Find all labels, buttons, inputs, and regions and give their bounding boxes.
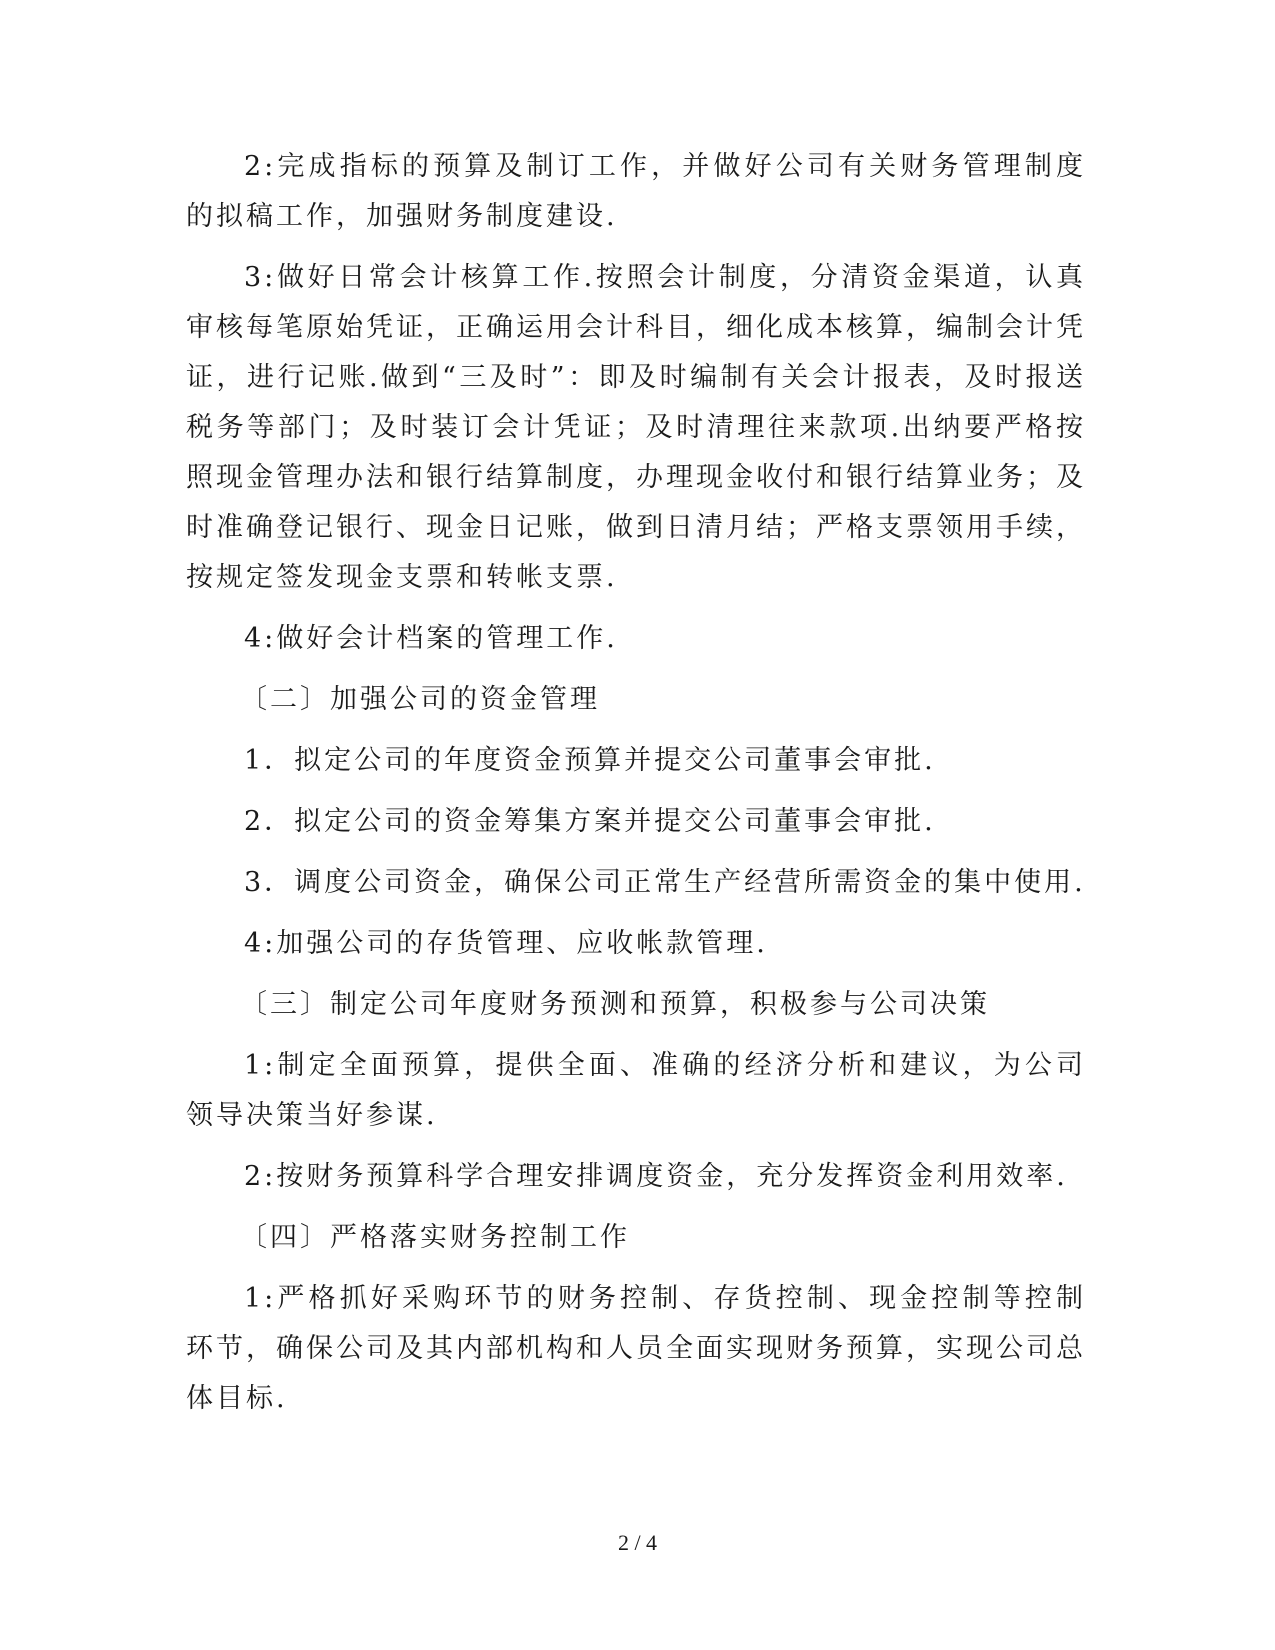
paragraph-budget-1: 1:制定全面预算，提供全面、准确的经济分析和建议，为公司领导决策当好参谋.: [186, 1050, 1086, 1131]
paragraph-fund-3: 3．调度公司资金，确保公司正常生产经营所需资金的集中使用.: [244, 867, 1086, 898]
section-heading-3: 〔三〕制定公司年度财务预测和预算，积极参与公司决策: [240, 989, 990, 1020]
document-body: [186, 142, 1086, 1435]
paragraph-control-1: 1:严格抓好采购环节的财务控制、存货控制、现金控制等控制环节，确保公司及其内部机构和人员全面实现财务预算，实现公司总体目标.: [186, 1283, 1086, 1414]
paragraph-item-2: 2:完成指标的预算及制订工作，并做好公司有关财务管理制度的拟稿工作，加强财务制度建设.: [186, 151, 1086, 232]
paragraph-fund-1: 1．拟定公司的年度资金预算并提交公司董事会审批.: [244, 745, 936, 776]
paragraph-fund-2: 2．拟定公司的资金筹集方案并提交公司董事会审批.: [244, 806, 936, 837]
page-number: 2 / 4: [617, 1530, 658, 1555]
paragraph-budget-2: 2:按财务预算科学合理安排调度资金，充分发挥资金利用效率.: [244, 1161, 1068, 1192]
section-heading-2: 〔二〕加强公司的资金管理: [240, 684, 600, 715]
paragraph-item-3: 3:做好日常会计核算工作.按照会计制度，分清资金渠道，认真审核每笔原始凭证，正确运用会计科目，细化成本核算，编制会计凭证，进行记账.做到“三及时”：即及时编制有关会计报表，及时报送税务等部门；及时装订会计凭证；及时清理往来款项.出纳要严格按照现金管理办法和银行结算制度，办理现金收付和银行结算业务；及时准确登记银行、现金日记账，做到日清月结；严格支票领用手续，按规定签发现金支票和转帐支票.: [186, 262, 1086, 593]
section-heading-4: 〔四〕严格落实财务控制工作: [240, 1222, 630, 1253]
paragraph-fund-4: 4:加强公司的存货管理、应收帐款管理.: [244, 928, 768, 959]
paragraph-item-4: 4:做好会计档案的管理工作.: [244, 623, 618, 654]
